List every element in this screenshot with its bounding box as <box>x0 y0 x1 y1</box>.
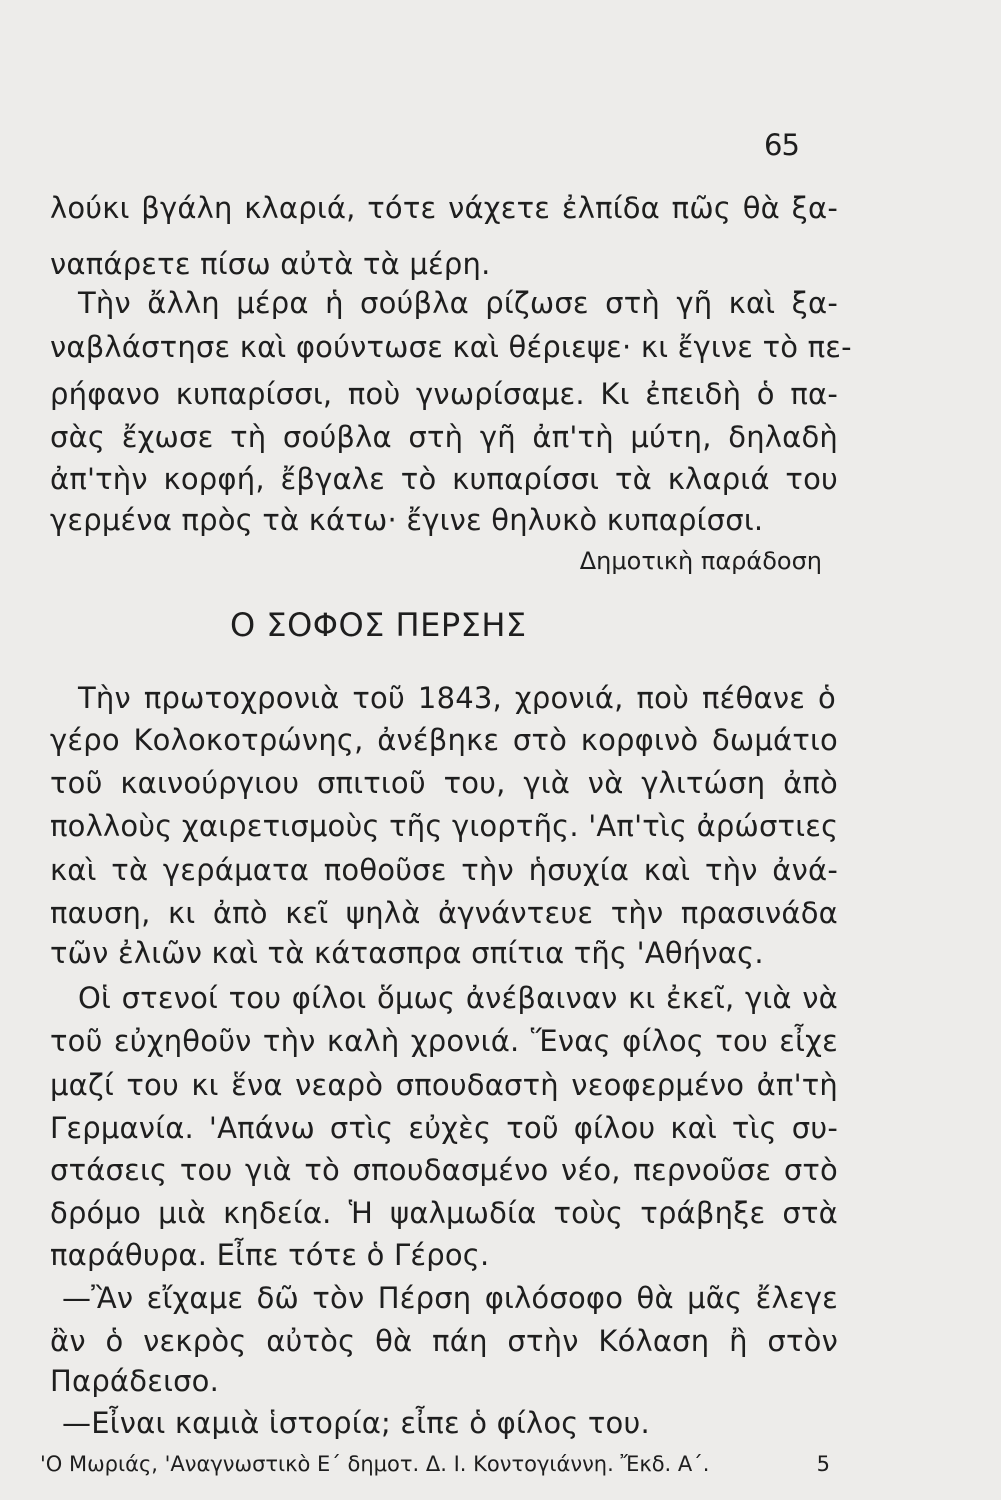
story-line: Οἱ στενοί του φίλοι ὅμως ἀνέβαιναν κι ἐκεῖ, γιὰ νὰ <box>78 981 838 1015</box>
story-line: τοῦ εὐχηθοῦν τὴν καλὴ χρονιά. Ἕνας φίλος του εἶχε <box>50 1024 838 1058</box>
text-line: γερμένα πρὸς τὰ κάτω· ἔγινε θηλυκὸ κυπαρίσσι. <box>50 503 764 537</box>
section-heading: Ο ΣΟΦΟΣ ΠΕΡΣΗΣ <box>230 606 527 644</box>
story-line: δρόμο μιὰ κηδεία. Ἡ ψαλμωδία τοὺς τράβηξε στὰ <box>50 1196 838 1230</box>
footer <box>40 1452 830 1476</box>
footer-citation: 'Ο Μωριάς, 'Αναγνωστικὸ Ε΄ δημοτ. Δ. Ι. Κοντογιάννη. Ἔκδ. Α΄. <box>40 1452 710 1476</box>
story-line: ἂν ὁ νεκρὸς αὐτὸς θὰ πάη στὴν Κόλαση ἢ στὸν <box>50 1324 838 1358</box>
text-line: ἀπ'τὴν κορφή, ἔβγαλε τὸ κυπαρίσσι τὰ κλαριά του <box>50 462 838 496</box>
story-line: —Εἶναι καμιὰ ἱστορία; εἶπε ὁ φίλος του. <box>62 1406 650 1440</box>
text-line: Τὴν ἄλλη μέρα ἡ σούβλα ρίζωσε στὴ γῆ καὶ ξα- <box>78 286 838 320</box>
story-line: Τὴν πρωτοχρονιὰ τοῦ 1843, χρονιά, ποὺ πέθανε ὁ <box>78 681 836 715</box>
story-line: γέρο Κολοκοτρώνης, ἀνέβηκε στὸ κορφινὸ δωμάτιο <box>50 723 838 757</box>
page-number: 65 <box>764 128 799 162</box>
attribution: Δημοτικὴ παράδοση <box>579 547 822 575</box>
signature-number: 5 <box>816 1452 830 1476</box>
text-line: ρήφανο κυπαρίσσι, ποὺ γνωρίσαμε. Κι ἐπειδὴ ὁ πα- <box>50 377 838 411</box>
story-line: καὶ τὰ γεράματα ποθοῦσε τὴν ἡσυχία καὶ τὴν ἀνά- <box>50 853 838 887</box>
story-line: παράθυρα. Εἶπε τότε ὁ Γέρος. <box>50 1238 490 1272</box>
story-line: πολλοὺς χαιρετισμοὺς τῆς γιορτῆς. 'Απ'τὶς ἀρώστιες <box>50 809 839 843</box>
text-line: σὰς ἔχωσε τὴ σούβλα στὴ γῆ ἀπ'τὴ μύτη, δηλαδὴ <box>50 420 838 454</box>
text-line: ναβλάστησε καὶ φούντωσε καὶ θέριεψε· κι ἔγινε τὸ πε- <box>50 330 852 364</box>
story-line: Γερμανία. 'Απάνω στὶς εὐχὲς τοῦ φίλου καὶ τὶς συ- <box>50 1111 838 1145</box>
story-line: τοῦ καινούργιου σπιτιοῦ του, γιὰ νὰ γλιτώση ἀπὸ <box>50 766 838 800</box>
story-line: στάσεις του γιὰ τὸ σπουδασμένο νέο, περνοῦσε στὸ <box>50 1153 838 1187</box>
story-line: τῶν ἐλιῶν καὶ τὰ κάτασπρα σπίτια τῆς 'Αθήνας. <box>50 936 764 970</box>
story-line: Παράδεισο. <box>50 1364 220 1398</box>
text-line: ναπάρετε πίσω αὐτὰ τὰ μέρη. <box>50 247 491 281</box>
story-line: μαζί του κι ἕνα νεαρὸ σπουδαστὴ νεοφερμένο ἀπ'τὴ <box>50 1068 838 1102</box>
story-line: —Ἂν εἴχαμε δῶ τὸν Πέρση φιλόσοφο θὰ μᾶς ἔλεγε <box>62 1281 838 1315</box>
text-line: λούκι βγάλη κλαριά, τότε νάχετε ἐλπίδα πῶς θὰ ξα- <box>50 191 838 225</box>
story-line: παυση, κι ἀπὸ κεῖ ψηλὰ ἀγνάντευε τὴν πρασινάδα <box>50 896 838 930</box>
